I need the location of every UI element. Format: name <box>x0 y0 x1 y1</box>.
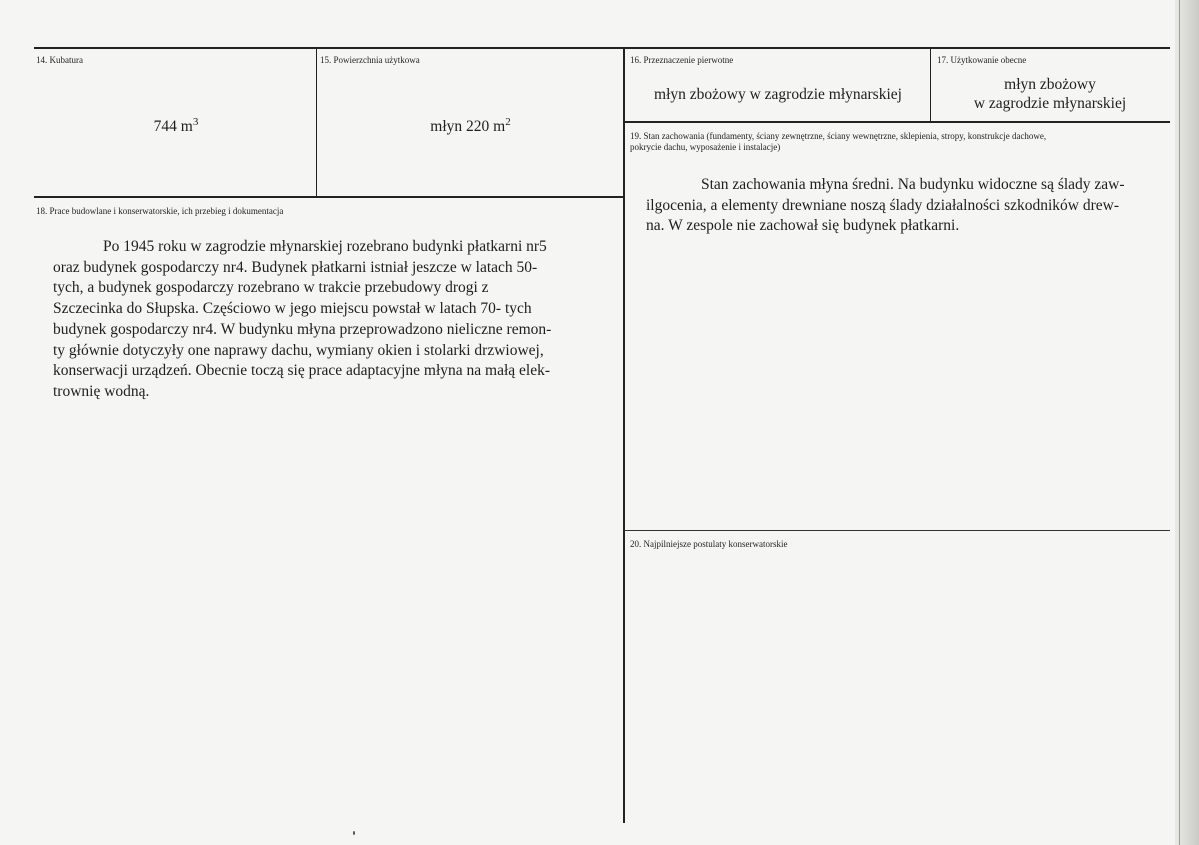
prace-label: 18. Prace budowlane i konserwatorskie, ich przebieg i dokumentacja <box>36 206 284 216</box>
uzytkowanie-label: 17. Użytkowanie obecne <box>937 55 1027 65</box>
uzytkowanie-value-line2: w zagrodzie młynarskiej <box>973 95 1127 112</box>
kubatura-number: 744 m <box>153 118 193 135</box>
kubatura-exponent: 3 <box>192 116 199 128</box>
powierzchnia-label: 15. Powierzchnia użytkowa <box>320 55 420 65</box>
kubatura-value <box>36 117 316 137</box>
kubatura-label: 14. Kubatura <box>36 55 83 65</box>
stan-label: 19. Stan zachowania (fundamenty, ściany zewnętrzne, ściany wewnętrzne, sklepienia, stropy, konstrukcje dachowe, pokrycie dachu, wyposażenie i instalacje) <box>630 131 1047 152</box>
divider-14-15 <box>316 48 317 197</box>
prace-text: Po 1945 roku w zagrodzie młynarskiej rozebrano budynki płatkarni nr5 oraz budynek gospodarczy nr4. Budynek płatkarni istniał jeszcze w latach 50- tych, a budynek gospodarczy rozebrano w trakcie przebudowy drogi z Szczecinka do Słupska. Częściowo w jego miejscu powstał w latach 70- tych budynek gospodarczy nr4. W budynku młyna przeprowadzono nieliczne remon- ty głównie dotyczyły one naprawy dachu, wymiany okien i stolarki drzwiowej, konserwacji urządzeń. Obecnie toczą się prace adaptacyjne młyna na małą elek- trownię wodną. <box>53 238 552 400</box>
rule-under-16-17 <box>624 121 1170 123</box>
powierzchnia-value <box>318 117 623 137</box>
przeznaczenie-value: młyn zbożowy w zagrodzie młynarskiej <box>654 86 902 103</box>
powierzchnia-exponent: 2 <box>505 116 511 128</box>
rule-under-14-15 <box>34 196 624 198</box>
divider-16-17 <box>930 48 931 121</box>
scan-speck <box>353 831 355 835</box>
divider-left-right <box>623 48 625 823</box>
stan-text: Stan zachowania młyna średni. Na budynku widoczne są ślady zaw- ilgocenia, a elementy drewniane noszą ślady działalności szkodników drew- na. W zespole nie zachował się budynek płatkarni. <box>646 176 1125 235</box>
scan-edge <box>1175 0 1199 845</box>
rule-under-19 <box>624 530 1170 531</box>
top-rule <box>34 47 1170 49</box>
powierzchnia-number: młyn 220 m <box>430 118 506 135</box>
postulaty-label: 20. Najpilniejsze postulaty konserwatorskie <box>630 539 788 549</box>
przeznaczenie-label: 16. Przeznaczenie pierwotne <box>630 55 734 65</box>
uzytkowanie-value-line1: młyn zbożowy <box>1004 76 1096 93</box>
